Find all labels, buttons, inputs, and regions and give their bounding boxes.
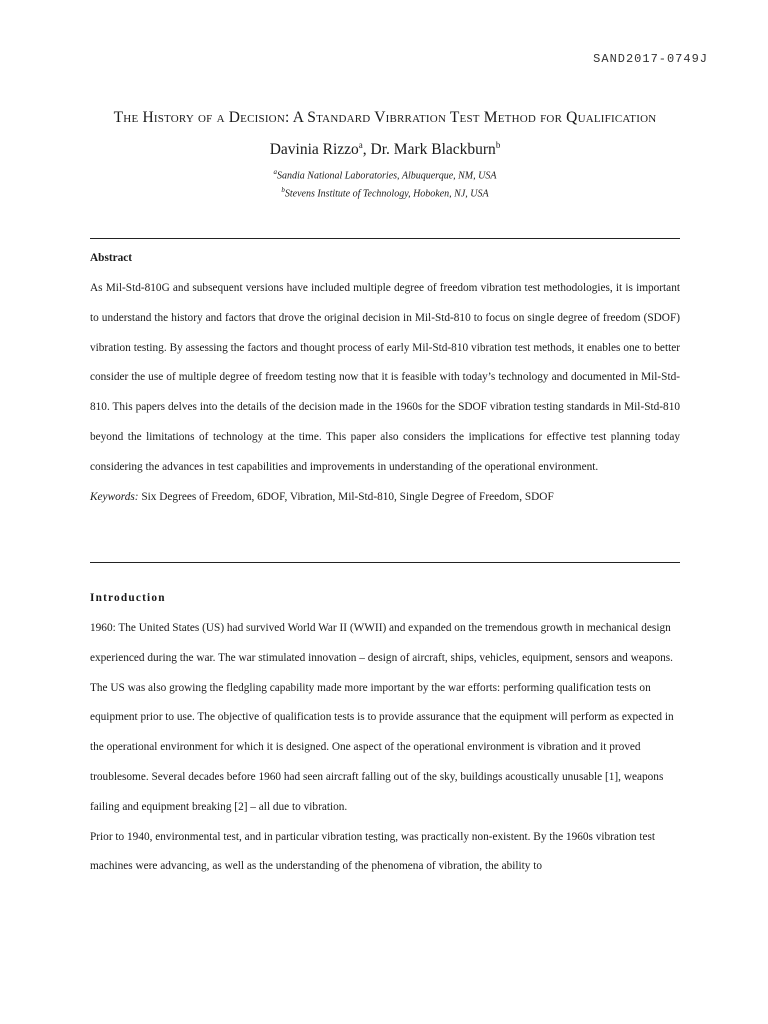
affiliation-line (90, 183, 680, 201)
affiliation-sup: a (273, 168, 278, 177)
paper-title: The History of a Decision: A Standard Vibrration Test Method for Qualification (113, 109, 657, 126)
author-sup: a (358, 140, 363, 150)
title-block (90, 107, 680, 202)
affiliation-list (90, 165, 680, 202)
report-number: SAND2017-0749J (593, 52, 708, 66)
introduction-paragraph: Prior to 1940, environmental test, and in particular vibration testing, was practically non-existent. By the 1960s vibration test machines were advancing, as well as the understanding of the phenomena of vibration, the ability to (90, 830, 656, 873)
introduction-heading: Introduction (90, 592, 166, 604)
author-list: Davinia Rizzo$^a$, Dr. Mark Blackburn$^b$ (269, 140, 501, 159)
affiliation-text: Stevens Institute of Technology, Hoboken, NJ, USA (284, 188, 489, 200)
author-name: Davinia Rizzo (269, 141, 359, 159)
introduction-paragraph: The US was also growing the fledgling capability made more important by the war efforts: performing qualification tests on equipment prior to use. The objective of qualification tests is to provide assurance that the equipment will perform as expected in the operational environment for which it is designed. One aspect of the operational environment is vibration and it proved troublesome. Several decades before 1960 had seen aircraft falling out of the sky, buildings acoustically unusable [1], weapons failing and equipment breaking [2] – all due to vibration. (90, 681, 674, 813)
affiliation-line (90, 165, 680, 183)
introduction-section (90, 592, 680, 882)
keywords-text: Six Degrees of Freedom, 6DOF, Vibration, Mil-Std-810, Single Degree of Freedom, SDOF (141, 490, 554, 503)
keywords-line (90, 483, 680, 513)
author-sup: b (495, 140, 501, 150)
affiliation-text: Sandia National Laboratories, Albuquerque, NM, USA (277, 170, 497, 182)
abstract-bottom-rule (90, 562, 680, 563)
abstract-text: As Mil-Std-810G and subsequent versions have included multiple degree of freedom vibration test methodologies, it is important to understand the history and factors that drove the original decision in Mil-Std-810 to focus on single degree of freedom (SDOF) vibration testing. By assessing the factors and thought process of early Mil-Std-810 vibration test methods, it enables one to better consider the use of multiple degree of freedom testing now that it is feasible with today’s technology and documented in Mil-Std-810. This papers delves into the details of the decision made in the 1960s for the SDOF vibration testing standards in Mil-Std-810 beyond the limitations of technology at the time. This paper also considers the implications for effective test planning today considering the advances in test capabilities and improvements in understanding of the operational environment. (90, 282, 680, 473)
abstract-section (90, 252, 680, 512)
abstract-top-rule (90, 238, 680, 239)
introduction-paragraph: 1960: The United States (US) had survived World War II (WWII) and expanded on the tremendous growth in mechanical design experienced during the war. The war stimulated innovation – design of aircraft, ships, vehicles, equipment, sensors and weapons. (90, 622, 673, 664)
keywords-label: Keywords: (90, 490, 139, 503)
affiliation-sup: b (281, 186, 285, 195)
abstract-heading: Abstract (90, 252, 133, 264)
author-name: Dr. Mark Blackburn (370, 141, 496, 159)
